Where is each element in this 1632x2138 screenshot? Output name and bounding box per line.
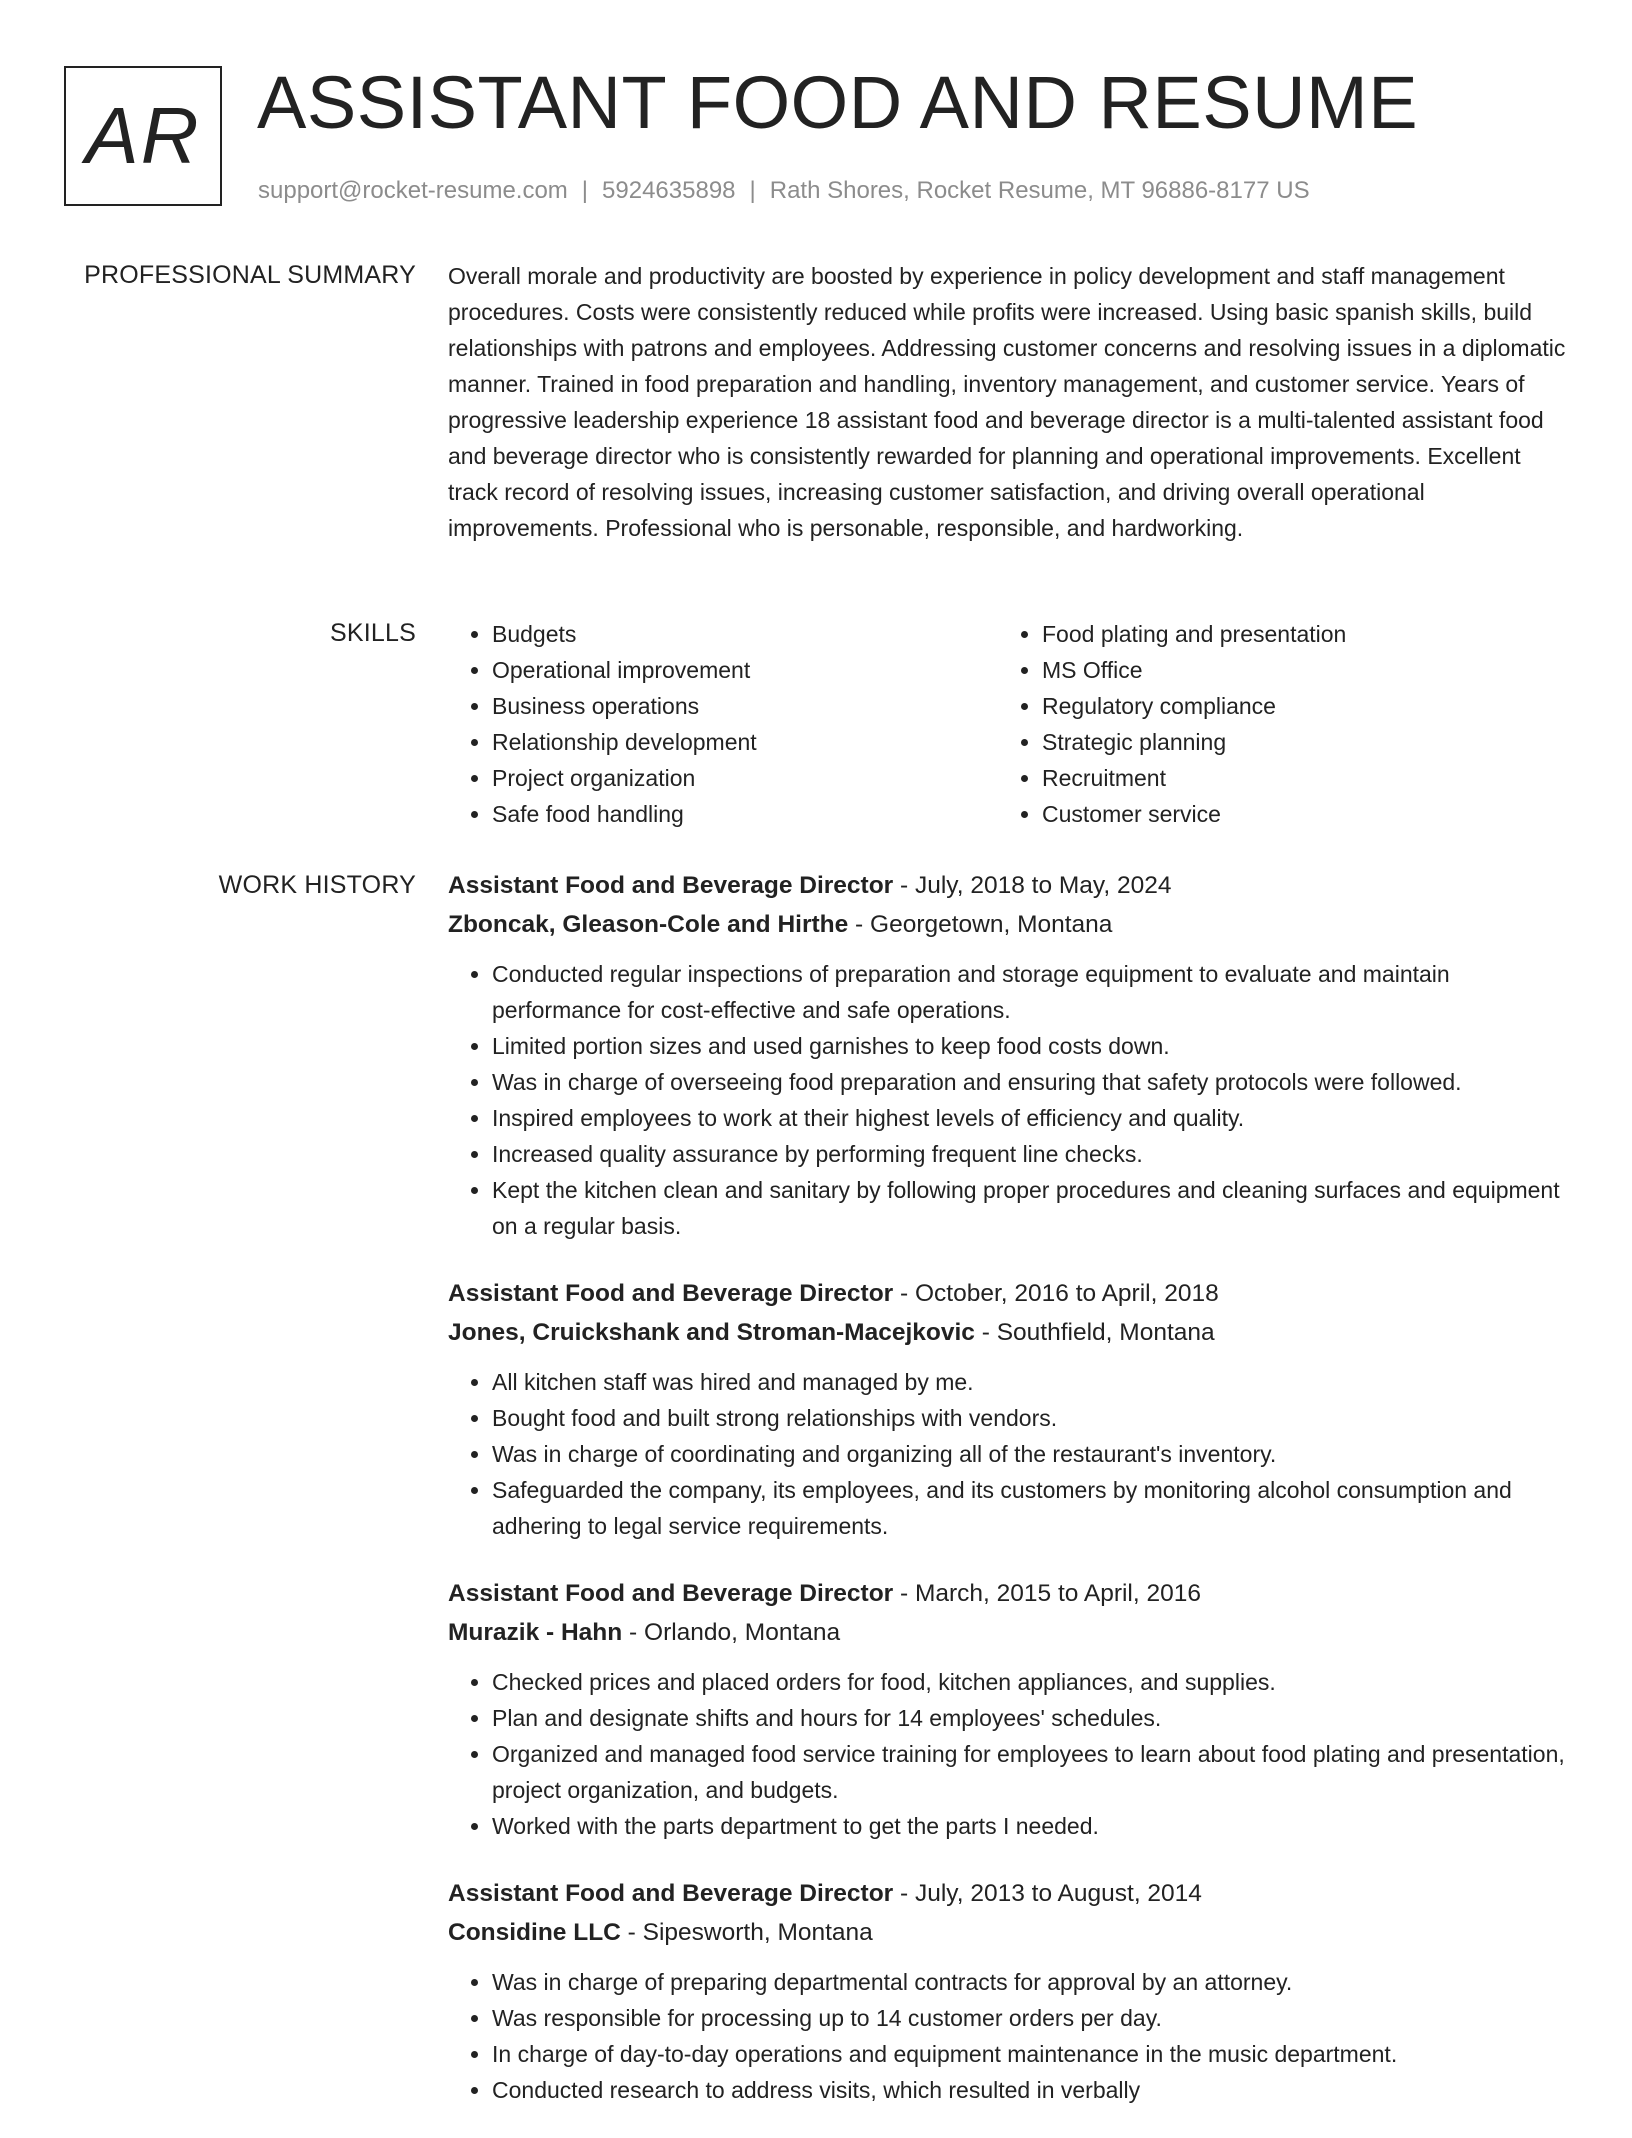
skill-item: • Relationship development <box>492 724 998 760</box>
job-company: Jones, Cruickshank and Stroman-Macejkovic <box>448 1319 975 1346</box>
job-duty: • Was in charge of preparing departmental contracts for approval by an attorney. <box>492 1964 1566 2000</box>
job-duties-list <box>448 1664 1566 1844</box>
skill-item: • Business operations <box>492 688 998 724</box>
job-location: - Georgetown, Montana <box>848 911 1113 938</box>
job-duties-list <box>448 956 1566 1244</box>
section-label-summary: PROFESSIONAL SUMMARY <box>84 261 416 289</box>
contact-email: support@rocket-resume.com <box>258 177 568 204</box>
job-duty: • Organized and managed food service training for employees to learn about food plating and presentation, project organization, and budgets. <box>492 1736 1566 1808</box>
work-history-section <box>448 866 1566 2138</box>
contact-separator: | <box>749 177 756 204</box>
job-company-line <box>448 905 1566 944</box>
job-entry <box>448 1274 1566 1544</box>
job-duty: • Worked with the parts department to get the parts I needed. <box>492 1808 1566 1844</box>
job-title: Assistant Food and Beverage Director <box>448 872 894 899</box>
skills-section <box>448 616 1566 832</box>
job-title: Assistant Food and Beverage Director <box>448 1280 894 1307</box>
summary-section <box>448 258 1566 546</box>
skills-grid <box>448 616 1566 832</box>
skill-item: • MS Office <box>1042 652 1548 688</box>
job-duty: • Conducted research to address visits, which resulted in verbally <box>492 2072 1566 2108</box>
job-duty: • In charge of day-to-day operations and equipment maintenance in the music department. <box>492 2036 1566 2072</box>
job-title-line <box>448 1274 1566 1313</box>
job-duty: • Was in charge of overseeing food preparation and ensuring that safety protocols were followed. <box>492 1064 1566 1100</box>
job-duty: • Was in charge of coordinating and organizing all of the restaurant's inventory. <box>492 1436 1566 1472</box>
section-label-work-history: WORK HISTORY <box>218 871 416 899</box>
job-company: Murazik - Hahn <box>448 1619 623 1646</box>
job-company-line <box>448 1913 1566 1952</box>
skills-list-left <box>448 616 998 832</box>
job-duty: • Plan and designate shifts and hours for 14 employees' schedules. <box>492 1700 1566 1736</box>
contact-phone: 5924635898 <box>602 177 736 204</box>
job-duty: • Conducted regular inspections of preparation and storage equipment to evaluate and maintain performance for cost-effective and safe operations. <box>492 956 1566 1028</box>
contact-line <box>258 174 1310 208</box>
job-entry <box>448 866 1566 1244</box>
resume-name: ASSISTANT FOOD AND RESUME <box>257 61 1419 144</box>
job-title-line <box>448 866 1566 905</box>
job-duty: • Bought food and built strong relationships with vendors. <box>492 1400 1566 1436</box>
job-company-line <box>448 1313 1566 1352</box>
job-location: - Southfield, Montana <box>974 1319 1215 1346</box>
job-duty: • Checked prices and placed orders for food, kitchen appliances, and supplies. <box>492 1664 1566 1700</box>
job-title-line <box>448 1574 1566 1613</box>
skill-item: • Regulatory compliance <box>1042 688 1548 724</box>
job-entry <box>448 1874 1566 2108</box>
skill-item: • Strategic planning <box>1042 724 1548 760</box>
job-duties-list <box>448 1364 1566 1544</box>
job-title: Assistant Food and Beverage Director <box>448 1580 894 1607</box>
job-duty: • All kitchen staff was hired and managed by me. <box>492 1364 1566 1400</box>
skill-item: • Customer service <box>1042 796 1548 832</box>
contact-separator: | <box>581 177 589 204</box>
job-duty: • Safeguarded the company, its employees, and its customers by monitoring alcohol consumption and adhering to legal service requirements. <box>492 1472 1566 1544</box>
job-entry <box>448 1574 1566 1844</box>
skills-list-right <box>998 616 1548 832</box>
section-label-skills: SKILLS <box>330 619 416 647</box>
skill-item: • Budgets <box>492 616 998 652</box>
job-company: Considine LLC <box>448 1919 621 1946</box>
contact-address: Rath Shores, Rocket Resume, MT 96886-8177 US <box>769 177 1310 204</box>
job-title-line <box>448 1874 1566 1913</box>
job-dates: - October, 2016 to April, 2018 <box>893 1280 1219 1307</box>
job-duty: • Was responsible for processing up to 14 customer orders per day. <box>492 2000 1566 2036</box>
job-duty: • Limited portion sizes and used garnishes to keep food costs down. <box>492 1028 1566 1064</box>
job-company-line <box>448 1613 1566 1652</box>
job-title: Assistant Food and Beverage Director <box>448 1880 894 1907</box>
job-duty: • Kept the kitchen clean and sanitary by following proper procedures and cleaning surfaces and equipment on a regular basis. <box>492 1172 1566 1244</box>
job-company: Zboncak, Gleason-Cole and Hirthe <box>448 911 849 938</box>
skill-item: • Recruitment <box>1042 760 1548 796</box>
monogram-logo: AR <box>64 66 222 206</box>
skill-item: • Operational improvement <box>492 652 998 688</box>
job-location: - Sipesworth, Montana <box>620 1919 873 1946</box>
job-location: - Orlando, Montana <box>622 1619 841 1646</box>
skill-item: • Food plating and presentation <box>1042 616 1548 652</box>
skills-column-right <box>998 616 1548 832</box>
summary-text: Overall morale and productivity are boosted by experience in policy development and staff management procedures. Costs were consistently reduced while profits were increased. Using basic spanish skills, build relationships with patrons and employees. Addressing customer concerns and resolving issues in a diplomatic manner. Trained in food preparation and handling, inventory management, and customer service. Years of progressive leadership experience 18 assistant food and beverage director is a multi-talented assistant food and beverage director who is consistently rewarded for planning and operational improvements. Excellent track record of resolving issues, increasing customer satisfaction, and driving overall operational improvements. Professional who is personable, responsible, and hardworking. <box>448 263 1566 541</box>
job-duty: • Inspired employees to work at their highest levels of efficiency and quality. <box>492 1100 1566 1136</box>
skills-column-left <box>448 616 998 832</box>
job-duties-list <box>448 1964 1566 2108</box>
skill-item: • Project organization <box>492 760 998 796</box>
job-duty: • Increased quality assurance by performing frequent line checks. <box>492 1136 1566 1172</box>
job-dates: - July, 2013 to August, 2014 <box>893 1880 1202 1907</box>
job-dates: - March, 2015 to April, 2016 <box>893 1580 1201 1607</box>
skill-item: • Safe food handling <box>492 796 998 832</box>
job-dates: - July, 2018 to May, 2024 <box>893 872 1172 899</box>
